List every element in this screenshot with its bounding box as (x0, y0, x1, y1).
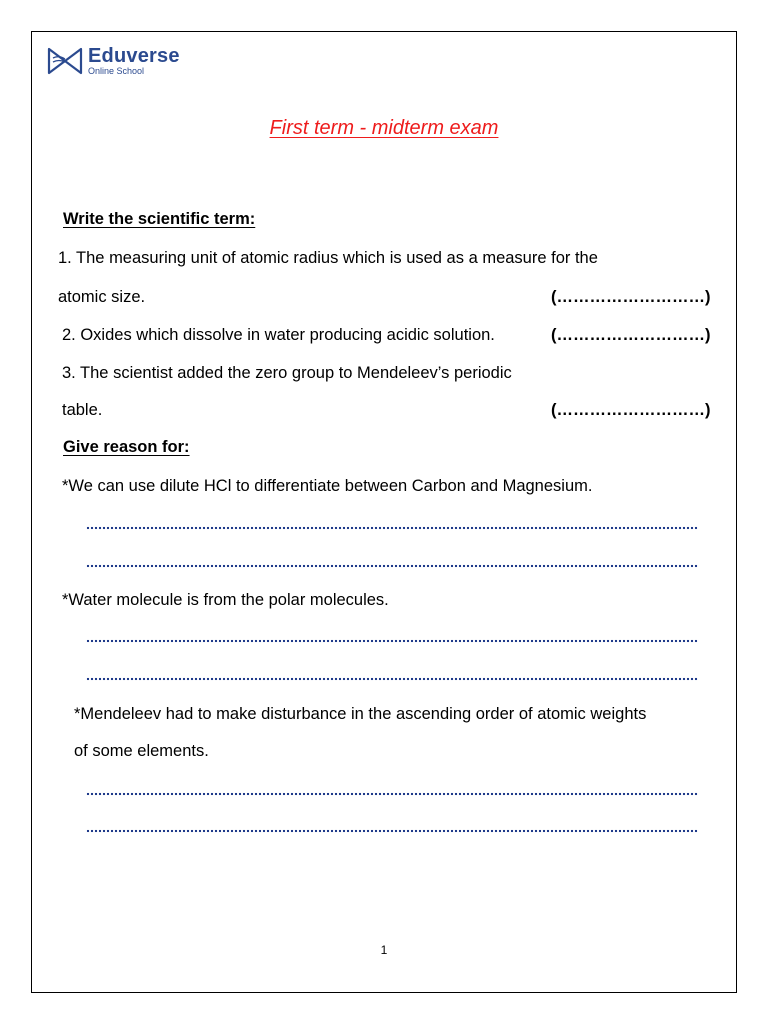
question-1-answer-blank: (………………………) (551, 288, 711, 306)
question-1-line-2: atomic size. (58, 288, 146, 306)
page-number: 1 (380, 943, 388, 957)
logo (47, 46, 180, 76)
reason-2: *Water molecule is from the polar molecules. (62, 591, 389, 609)
answer-line (86, 526, 698, 530)
question-1-line-1: 1. The measuring unit of atomic radius which is used as a measure for the (58, 249, 598, 267)
section-heading-give-reason: Give reason for: (63, 438, 190, 456)
section-heading-scientific-term: Write the scientific term: (63, 210, 256, 228)
question-3-line-1: 3. The scientist added the zero group to Mendeleev’s periodic (62, 364, 512, 382)
question-2: 2. Oxides which dissolve in water producing acidic solution. (62, 326, 495, 344)
page-border (31, 31, 737, 993)
question-2-answer-blank: (………………………) (551, 326, 711, 344)
question-3-line-2: table. (62, 401, 103, 419)
logo-name: Eduverse (88, 45, 180, 67)
answer-line (86, 639, 698, 643)
answer-line (86, 829, 698, 833)
reason-3-line-1: *Mendeleev had to make disturbance in the ascending order of atomic weights (74, 705, 647, 723)
reason-1: *We can use dilute HCl to differentiate between Carbon and Magnesium. (62, 477, 593, 495)
eduverse-logo-icon (47, 46, 83, 76)
question-3-answer-blank: (………………………) (551, 401, 711, 419)
reason-3-line-2: of some elements. (74, 742, 209, 760)
page-title: First term - midterm exam (269, 117, 499, 139)
answer-line (86, 677, 698, 681)
logo-subtitle: Online School (88, 66, 145, 76)
answer-line (86, 792, 698, 796)
answer-line (86, 564, 698, 568)
